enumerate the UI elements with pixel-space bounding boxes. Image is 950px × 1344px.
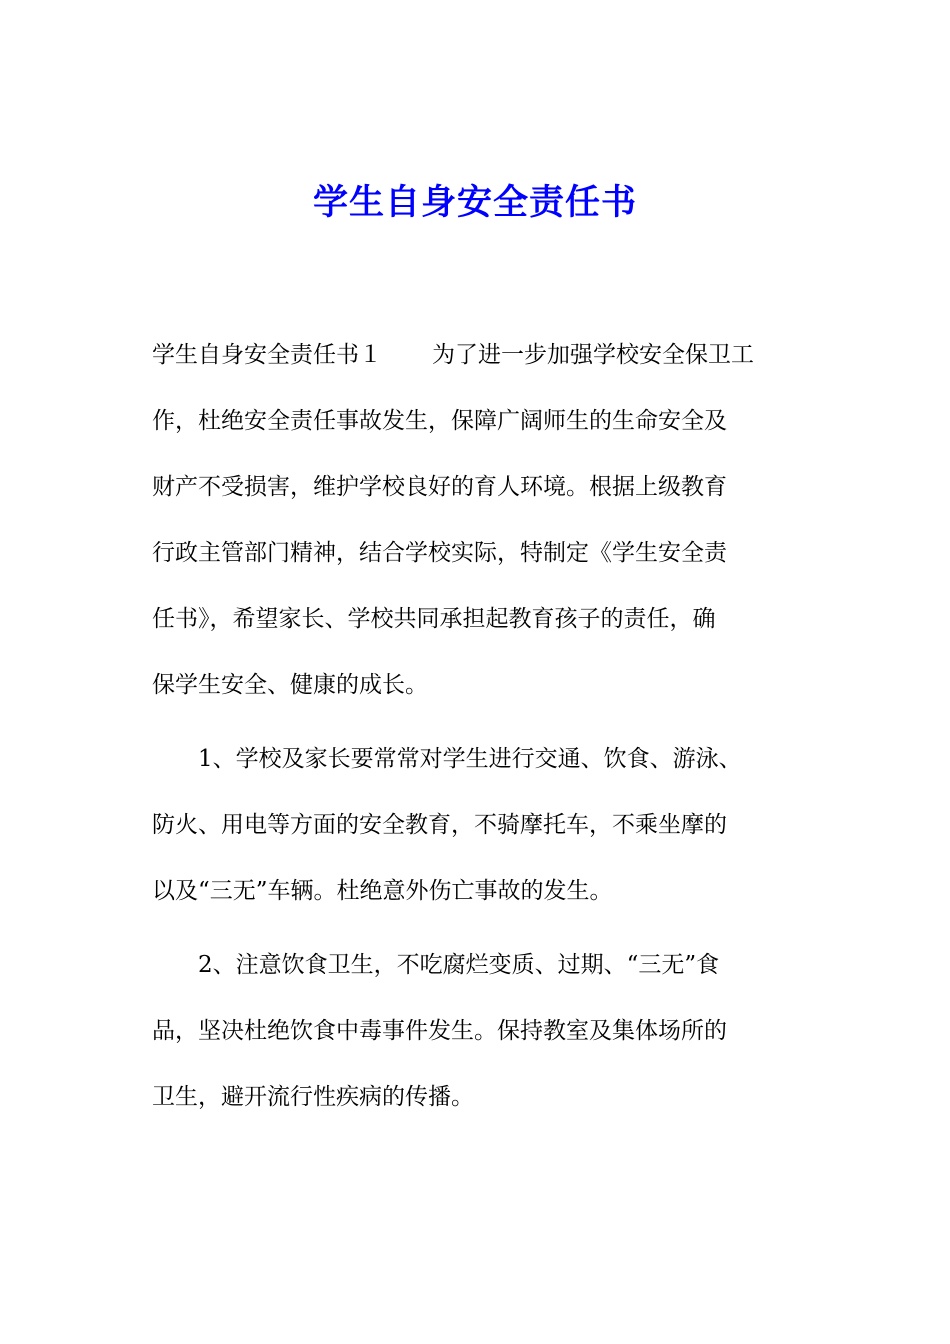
item-paragraph-2 [152, 932, 800, 1130]
intro-line-5: 任书》，希望家长、学校共同承担起教育孩子的责任，确 [152, 606, 716, 632]
item-2-line-2: 品，坚决杜绝饮食中毒事件发生。保持教室及集体场所的 [152, 1018, 727, 1044]
intro-line-6: 保学生安全、健康的成长。 [152, 672, 428, 698]
item-1-line-3: 以及“三无”车辆。杜绝意外伤亡事故的发生。 [152, 878, 613, 904]
item-2-line-1: 2、注意饮食卫生，不吃腐烂变质、过期、“三无”食 [198, 952, 720, 978]
item-2-line-3: 卫生，避开流行性疾病的传播。 [152, 1084, 474, 1110]
intro-text-1: 为了进一步加强学校安全保卫工 [432, 342, 754, 368]
intro-heading: 学生自身安全责任书１ [152, 342, 382, 368]
item-paragraph-1 [152, 726, 800, 924]
document-body [152, 322, 800, 1130]
intro-line-2: 作，杜绝安全责任事故发生，保障广阔师生的生命安全及 [152, 408, 727, 434]
intro-line-3: 财产不受损害，维护学校良好的育人环境。根据上级教育 [152, 474, 727, 500]
document-title: 学生自身安全责任书 [312, 182, 637, 223]
intro-line-4: 行政主管部门精神，结合学校实际，特制定《学生安全责 [152, 540, 727, 566]
item-1-line-2: 防火、用电等方面的安全教育，不骑摩托车，不乘坐摩的 [152, 812, 727, 838]
item-1-line-1: 1、学校及家长要常常对学生进行交通、饮食、游泳、 [198, 746, 742, 772]
intro-line-1 [152, 322, 800, 388]
intro-paragraph [152, 322, 800, 718]
